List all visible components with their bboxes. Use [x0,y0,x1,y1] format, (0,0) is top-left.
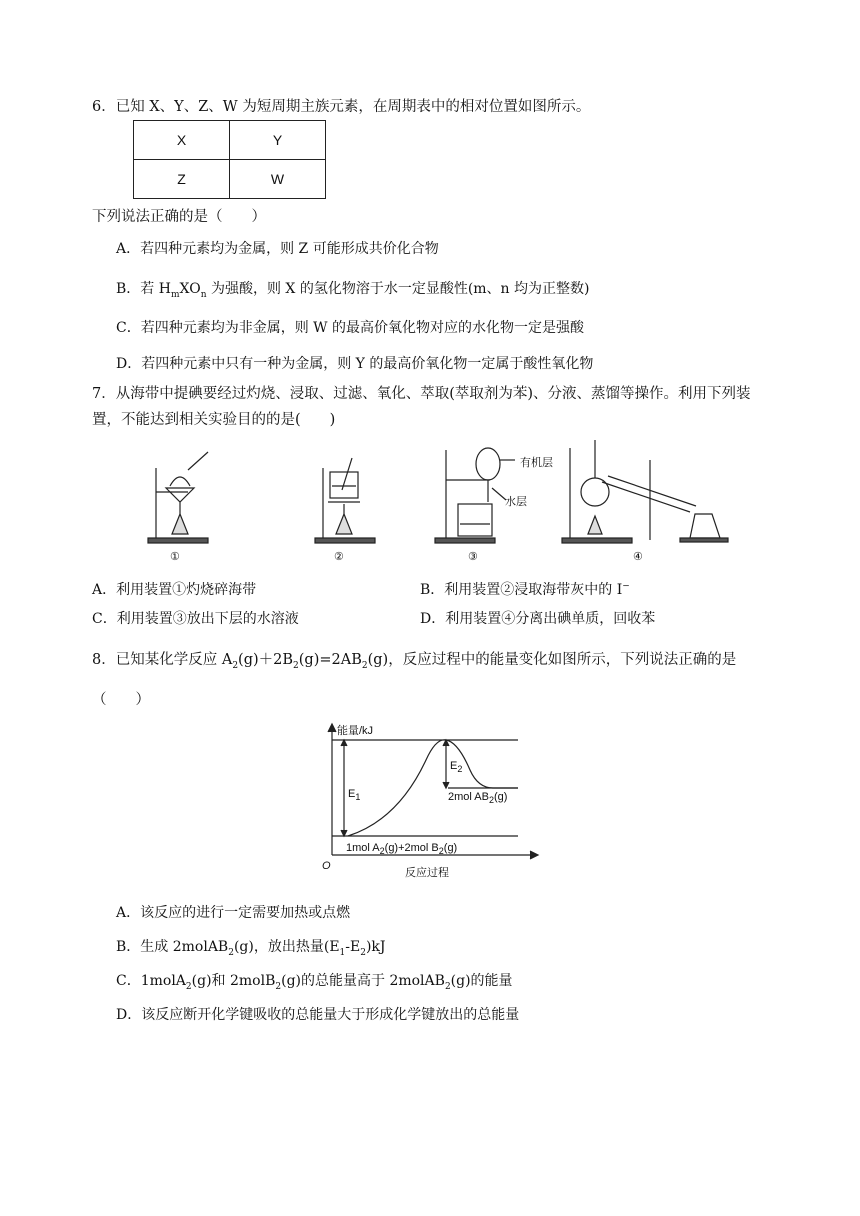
e2-sub: 2 [457,764,463,775]
q8-c-end: (g)的能量 [450,973,513,989]
q6-b-pre: B．若 H [116,281,171,297]
q8-c-sub2: 2 [275,981,282,992]
q8-option-c [116,970,513,992]
q8-b-end: )kJ [365,939,386,955]
q7-option-a: A．利用装置①灼烧碎海带 [92,582,257,598]
q8-sub-a: 2 [232,660,239,671]
q6-ask: 下列说法正确的是（ ） [92,209,266,225]
diagram-reactant-label [346,842,457,856]
cell-x: X [134,121,230,160]
q8-option-d: D．该反应断开化学键吸收的总能量大于形成化学键放出的总能量 [116,1007,520,1023]
reactant-pre: 1mol A [346,842,380,854]
q8-b-e2-sub: 2 [360,947,366,958]
cell-y: Y [230,121,326,160]
apparatus-label-4: ④ [633,551,643,563]
apparatus-label-1: ① [170,551,180,563]
diagram-origin: O [322,860,331,872]
q8-stem-post: (g)，反应过程中的能量变化如图所示，下列说法正确的是 [367,652,737,668]
q8-option-a: A．该反应的进行一定需要加热或点燃 [116,905,351,921]
q6-option-a: A．若四种元素均为金属，则 Z 可能形成共价化合物 [116,241,439,257]
e1-sub: 1 [355,792,361,803]
q7-b-sup: − [622,581,630,592]
q6-b-mid: XO [179,281,201,297]
e2-letter: E [450,760,458,772]
product-post: (g) [493,791,508,803]
q8-c-mid2: (g)的总能量高于 2molAB [281,973,445,989]
organic-layer-label: 有机层 [520,457,553,469]
q8-b-post2: -E [345,939,361,955]
q7-stem-line2: 置，不能达到相关实验目的的是( ) [92,412,336,428]
q8-c-sub3: 2 [444,981,451,992]
q8-sub-b: 2 [293,660,299,671]
q8-sub-ab: 2 [361,660,368,671]
q8-option-b [116,936,386,958]
q6-option-b [116,278,589,300]
apparatus-label-3: ③ [468,551,478,563]
diagram-e2-label [450,760,462,774]
apparatus-1-crucible [148,452,208,543]
q8-c-sub1: 2 [185,981,192,992]
q8-stem-pre: 8．已知某化学反应 A [92,652,233,668]
reactant-sub2: 2 [438,846,444,857]
q8-b-post: (g)，放出热量(E [233,939,340,955]
product-pre: 2mol AB [448,791,489,803]
q7-option-d: D．利用装置④分离出碘单质，回收苯 [420,611,656,627]
diagram-xlabel: 反应过程 [405,867,449,879]
q8-b-pre: B．生成 2molAB [116,939,229,955]
q8-c-pre: C．1molA [116,973,186,989]
q8-b-sub: 2 [228,947,234,958]
diagram-product-label [448,791,507,805]
apparatus-label-2: ② [334,551,344,563]
q8-c-mid: (g)和 2molB [191,973,276,989]
reactant-mid: (g)+2mol B [384,842,439,854]
q6-b-n: n [200,289,207,300]
q8-paren: （ ） [92,692,150,708]
apparatus-4-distillation [562,440,728,543]
q7-b-text: B．利用装置②浸取海带灰中的 I [420,582,623,598]
product-sub: 2 [488,795,494,806]
q7-option-b [420,579,630,599]
reactant-post: (g) [443,842,458,854]
q6-stem: 6．已知 X、Y、Z、W 为短周期主族元素，在周期表中的相对位置如图所示。 [92,99,591,115]
q8-b-e1-sub: 1 [339,947,346,958]
q7-stem-line1: 7．从海带中提碘要经过灼烧、浸取、过滤、氧化、萃取(萃取剂为苯)、分液、蒸馏等操作。利用下列装 [92,386,751,402]
q6-b-post: 为强酸，则 X 的氢化物溶于水一定显酸性(m、n 均为正整数) [206,281,590,297]
q6-b-m: m [170,289,180,300]
reactant-sub: 2 [379,846,385,857]
apparatus-3-separatory-funnel [435,448,515,543]
lab-apparatus-figure [130,430,750,570]
diagram-ylabel: 能量/kJ [337,725,374,737]
q8-stem-eq: (g)＋2B [238,652,294,668]
cell-w: W [230,160,326,199]
periodic-position-table [133,120,326,199]
water-layer-label: 水层 [505,496,527,508]
q8-stem [92,648,736,671]
apparatus-2-beaker [315,458,375,543]
q6-option-d: D．若四种元素中只有一种为金属，则 Y 的最高价氧化物一定属于酸性氧化物 [116,356,594,372]
q6-option-c: C．若四种元素均为非金属，则 W 的最高价氧化物对应的水化物一定是强酸 [116,320,585,336]
q7-option-c: C．利用装置③放出下层的水溶液 [92,611,299,627]
e1-letter: E [348,788,356,800]
q8-stem-eq2: (g)=2AB [298,652,362,668]
diagram-e1-label [348,788,360,802]
cell-z: Z [134,160,230,199]
